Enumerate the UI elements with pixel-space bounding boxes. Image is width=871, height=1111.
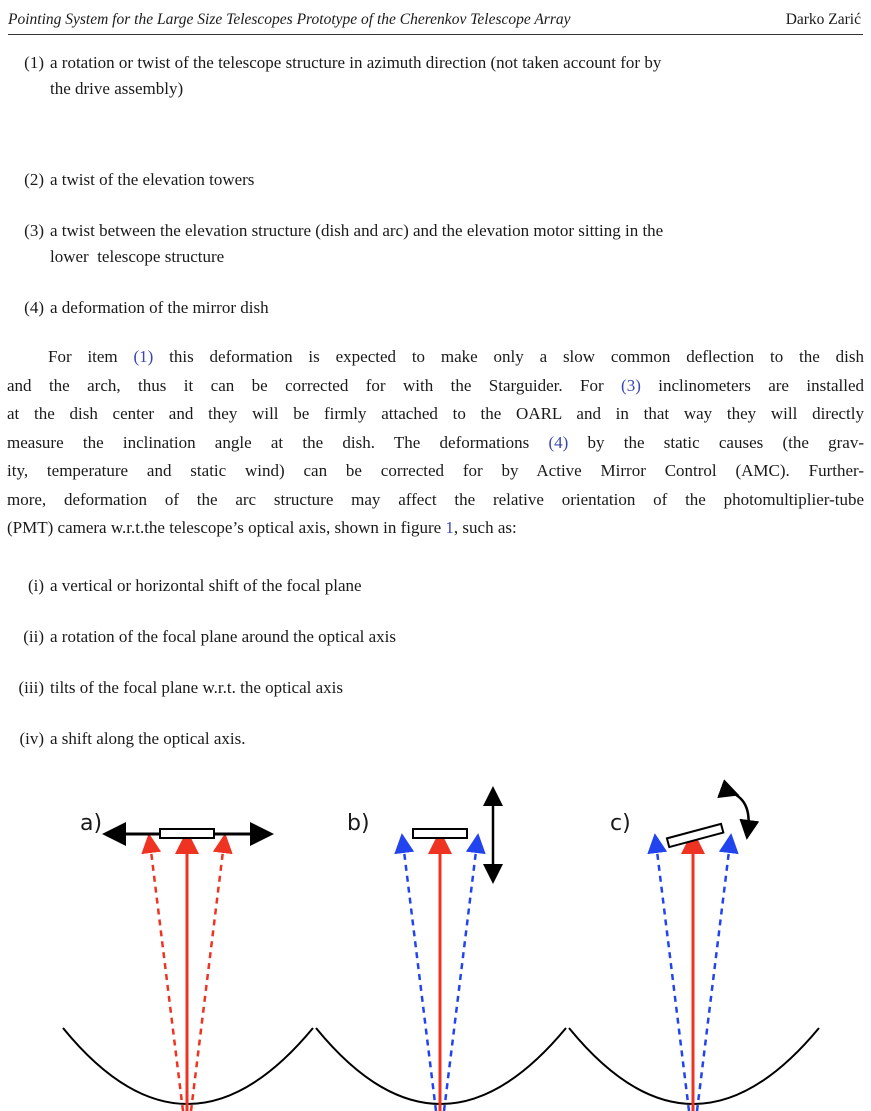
list-item-number: (2) (24, 170, 44, 189)
paragraph-line: at the dish center and they will be firmly attached to the OARL and in that way they will directly (7, 404, 864, 423)
list-item-i (6, 573, 864, 599)
list-item-number: (ii) (23, 627, 44, 646)
list-item-text: a shift along the optical axis. (50, 729, 246, 748)
panel-b-label: b) (347, 811, 370, 836)
list-item-iii (6, 675, 864, 701)
list-item-number: (iii) (18, 678, 44, 697)
list-item-line: lower telescope structure (50, 247, 225, 266)
list-item-iv (6, 726, 864, 752)
list-item-text: tilts of the focal plane w.r.t. the optical axis (50, 678, 344, 697)
panel-a (63, 829, 313, 1111)
paragraph-line: (PMT) camera w.r.t.the telescope’s optical axis, shown in figure 1, such as: (7, 518, 517, 537)
list-item-line: a twist between the elevation structure (dish and arc) and the elevation motor sitting in the (50, 221, 664, 240)
paragraph-line: more, deformation of the arc structure may affect the relative orientation of the photomultiplier-tube (7, 489, 864, 509)
panel-a-label: a) (80, 811, 103, 836)
header-title: Pointing System for the Large Size Telescopes Prototype of the Cherenkov Telescope Array (8, 11, 571, 28)
dashed-ray (444, 843, 477, 1111)
focal-plane-camera (667, 824, 723, 847)
focal-plane-camera (413, 829, 467, 838)
panel-c (569, 792, 819, 1111)
list-item-text: a vertical or horizontal shift of the focal plane (50, 576, 362, 595)
paragraph-line: measure the inclination angle at the dish. The deformations (4) by the static causes (the grav- (7, 432, 865, 452)
dashed-ray (191, 843, 224, 1111)
list-item-number: (4) (24, 298, 44, 317)
focal-plane-camera (160, 829, 214, 838)
figure-diagram (0, 760, 871, 1111)
panel-b (316, 796, 566, 1111)
list-item-number: (1) (24, 53, 44, 72)
ref-link-item-1[interactable]: (1) (133, 347, 154, 366)
list-item-3 (6, 218, 864, 270)
ref-link-figure-1[interactable]: 1 (445, 518, 454, 537)
list-item-4 (6, 295, 864, 321)
dashed-ray (656, 843, 689, 1111)
list-item-line: the drive assembly) (50, 79, 184, 98)
body-paragraph (7, 343, 864, 543)
list-item-number: (i) (27, 576, 44, 595)
running-header (8, 10, 863, 35)
list-item-number: (iv) (19, 729, 44, 748)
ref-link-item-4[interactable]: (4) (548, 432, 569, 452)
panel-c-label: c) (610, 811, 631, 836)
paragraph-line: ity, temperature and static wind) can be corrected for by Active Mirror Control (AMC). Further- (7, 461, 864, 480)
list-item-text (50, 218, 862, 270)
tilt-arrow (730, 792, 749, 830)
list-item-line: a rotation or twist of the telescope structure in azimuth direction (not taken account for by (50, 53, 662, 72)
list-item-1 (6, 50, 864, 102)
dashed-ray (697, 843, 730, 1111)
list-item-2 (6, 167, 864, 193)
ref-link-item-3[interactable]: (3) (621, 375, 641, 395)
list-item-number: (3) (24, 221, 44, 240)
paragraph-line: For item (1) this deformation is expected to make only a slow common deflection to the dish (48, 347, 864, 366)
dashed-ray (150, 843, 183, 1111)
paragraph-line: and the arch, thus it can be corrected for with the Starguider. For (3) inclinometers are installed (7, 375, 864, 395)
header-author: Darko Zarić (785, 11, 861, 28)
list-item-ii (6, 624, 864, 650)
list-item-text: a deformation of the mirror dish (50, 298, 269, 317)
list-item-text (50, 50, 862, 102)
dashed-ray (403, 843, 436, 1111)
figure-1 (0, 760, 871, 1111)
list-item-text: a rotation of the focal plane around the optical axis (50, 627, 397, 646)
list-item-text: a twist of the elevation towers (50, 170, 255, 189)
